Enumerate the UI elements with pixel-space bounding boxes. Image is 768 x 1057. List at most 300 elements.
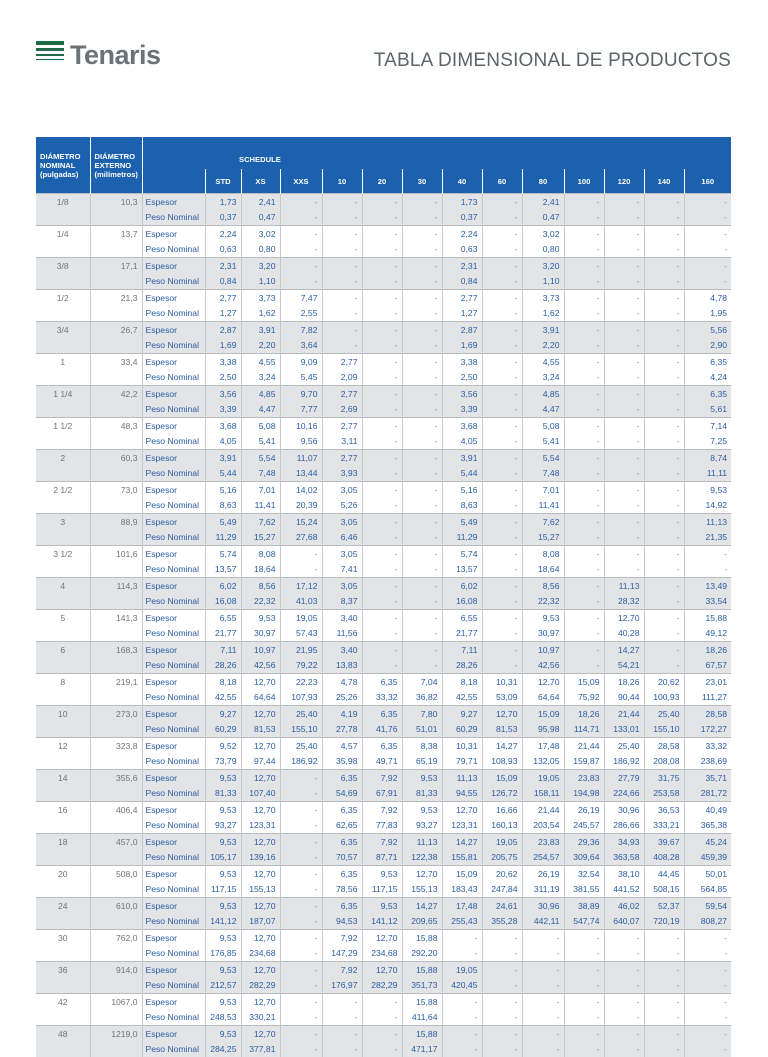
schedule-value-cell: 3,24 <box>241 370 280 386</box>
schedule-value-cell: 5,61 <box>684 402 731 418</box>
schedule-value-cell: 160,13 <box>482 818 522 834</box>
schedule-value-cell: 3,68 <box>205 418 241 434</box>
schedule-value-cell: 35,98 <box>322 754 362 770</box>
schedule-value-cell: - <box>604 1042 644 1057</box>
schedule-value-cell: - <box>564 514 604 530</box>
schedule-value-cell: 4,85 <box>522 386 564 402</box>
schedule-value-cell: 9,53 <box>362 898 402 914</box>
schedule-value-cell: 311,19 <box>522 882 564 898</box>
schedule-value-cell: 19,05 <box>482 834 522 850</box>
table-row <box>36 194 731 210</box>
schedule-value-cell: 176,85 <box>205 946 241 962</box>
schedule-value-cell: - <box>564 466 604 482</box>
empty-cell <box>90 562 142 578</box>
schedule-value-cell: 4,78 <box>322 674 362 690</box>
schedule-value-cell: - <box>604 514 644 530</box>
schedule-value-cell: - <box>644 930 684 946</box>
table-row <box>36 418 731 434</box>
schedule-value-cell: - <box>564 226 604 242</box>
empty-cell <box>90 242 142 258</box>
schedule-value-cell: 21,77 <box>205 626 241 642</box>
nominal-diameter-cell: 36 <box>36 962 90 978</box>
schedule-value-cell: 9,53 <box>205 898 241 914</box>
schedule-value-cell: - <box>402 274 442 290</box>
schedule-value-cell: - <box>362 994 402 1010</box>
schedule-value-cell: - <box>644 466 684 482</box>
schedule-value-cell: - <box>482 370 522 386</box>
schedule-value-cell: 4,24 <box>684 370 731 386</box>
schedule-value-cell: 183,43 <box>442 882 482 898</box>
empty-cell <box>90 370 142 386</box>
schedule-value-cell: 42,56 <box>241 658 280 674</box>
schedule-value-cell: 3,73 <box>241 290 280 306</box>
schedule-value-cell: - <box>362 1010 402 1026</box>
schedule-value-cell: - <box>362 578 402 594</box>
schedule-value-cell: 1,10 <box>522 274 564 290</box>
schedule-value-cell: - <box>644 242 684 258</box>
schedule-value-cell: 122,38 <box>402 850 442 866</box>
empty-cell <box>36 306 90 322</box>
schedule-value-cell: - <box>280 914 322 930</box>
schedule-value-cell: - <box>644 402 684 418</box>
row-type-label: Peso Nominal <box>142 530 205 546</box>
empty-cell <box>90 914 142 930</box>
schedule-value-cell: 30,97 <box>241 626 280 642</box>
schedule-value-cell: - <box>564 562 604 578</box>
schedule-value-cell: 172,27 <box>684 722 731 738</box>
schedule-value-cell: - <box>402 434 442 450</box>
table-row <box>36 962 731 978</box>
schedule-value-cell: - <box>644 1010 684 1026</box>
schedule-value-cell: - <box>402 498 442 514</box>
schedule-value-cell: 7,82 <box>280 322 322 338</box>
schedule-value-cell: 284,25 <box>205 1042 241 1057</box>
dimensions-table-container <box>36 137 731 1057</box>
schedule-value-cell: 28,58 <box>684 706 731 722</box>
schedule-value-cell: 19,05 <box>442 962 482 978</box>
schedule-value-cell: 22,32 <box>241 594 280 610</box>
table-row <box>36 658 731 674</box>
column-header: XXS <box>280 169 322 194</box>
schedule-value-cell: - <box>604 418 644 434</box>
schedule-value-cell: 12,70 <box>241 834 280 850</box>
empty-cell <box>90 498 142 514</box>
row-type-label: Peso Nominal <box>142 914 205 930</box>
schedule-value-cell: 224,66 <box>604 786 644 802</box>
empty-cell <box>90 434 142 450</box>
schedule-value-cell: 107,40 <box>241 786 280 802</box>
schedule-value-cell: 15,88 <box>402 994 442 1010</box>
external-diameter-cell: 762,0 <box>90 930 142 946</box>
header-schedule: SCHEDULE <box>205 137 731 169</box>
schedule-value-cell: 234,68 <box>362 946 402 962</box>
schedule-value-cell: - <box>604 386 644 402</box>
schedule-value-cell: 9,53 <box>205 962 241 978</box>
schedule-value-cell: 3,39 <box>205 402 241 418</box>
schedule-value-cell: - <box>322 1026 362 1042</box>
row-type-label: Peso Nominal <box>142 434 205 450</box>
schedule-value-cell: 21,35 <box>684 530 731 546</box>
schedule-value-cell: 78,56 <box>322 882 362 898</box>
empty-cell <box>36 978 90 994</box>
schedule-value-cell: 25,40 <box>644 706 684 722</box>
schedule-value-cell: - <box>362 1026 402 1042</box>
schedule-value-cell: 15,88 <box>684 610 731 626</box>
column-header: 80 <box>522 169 564 194</box>
schedule-value-cell: - <box>402 242 442 258</box>
schedule-value-cell: - <box>564 578 604 594</box>
schedule-value-cell: - <box>604 322 644 338</box>
schedule-value-cell: - <box>482 1026 522 1042</box>
schedule-value-cell: 2,31 <box>205 258 241 274</box>
schedule-value-cell: - <box>362 626 402 642</box>
schedule-value-cell: - <box>402 370 442 386</box>
schedule-value-cell: - <box>482 322 522 338</box>
schedule-value-cell: 2,50 <box>442 370 482 386</box>
schedule-value-cell: 5,44 <box>205 466 241 482</box>
schedule-value-cell: 79,22 <box>280 658 322 674</box>
empty-cell <box>90 786 142 802</box>
schedule-value-cell: - <box>644 610 684 626</box>
schedule-value-cell: 11,41 <box>241 498 280 514</box>
schedule-value-cell: - <box>564 978 604 994</box>
table-row <box>36 370 731 386</box>
row-type-label: Peso Nominal <box>142 338 205 354</box>
schedule-value-cell: - <box>522 946 564 962</box>
schedule-value-cell: - <box>402 402 442 418</box>
nominal-diameter-cell: 14 <box>36 770 90 786</box>
schedule-value-cell: - <box>482 402 522 418</box>
schedule-value-cell: 93,27 <box>205 818 241 834</box>
empty-cell <box>90 850 142 866</box>
schedule-value-cell: - <box>482 290 522 306</box>
schedule-value-cell: - <box>362 594 402 610</box>
schedule-value-cell: 282,29 <box>241 978 280 994</box>
schedule-value-cell: 33,32 <box>362 690 402 706</box>
schedule-value-cell: - <box>322 322 362 338</box>
schedule-value-cell: - <box>280 562 322 578</box>
schedule-value-cell: - <box>684 194 731 210</box>
schedule-value-cell: 9,52 <box>205 738 241 754</box>
schedule-value-cell: - <box>564 594 604 610</box>
schedule-value-cell: - <box>442 1042 482 1057</box>
schedule-value-cell: 132,05 <box>522 754 564 770</box>
row-type-label: Peso Nominal <box>142 658 205 674</box>
schedule-value-cell: - <box>402 578 442 594</box>
schedule-value-cell: - <box>482 242 522 258</box>
schedule-value-cell: 12,70 <box>241 994 280 1010</box>
table-row <box>36 706 731 722</box>
schedule-value-cell: - <box>604 994 644 1010</box>
schedule-value-cell: 408,28 <box>644 850 684 866</box>
empty-cell <box>36 626 90 642</box>
schedule-value-cell: 75,92 <box>564 690 604 706</box>
schedule-value-cell: - <box>402 194 442 210</box>
schedule-value-cell: - <box>644 418 684 434</box>
schedule-value-cell: 2,50 <box>205 370 241 386</box>
schedule-value-cell: - <box>280 978 322 994</box>
empty-cell <box>90 306 142 322</box>
schedule-value-cell: - <box>362 210 402 226</box>
schedule-value-cell: 81,33 <box>402 786 442 802</box>
schedule-value-cell: 2,87 <box>442 322 482 338</box>
schedule-value-cell: - <box>644 482 684 498</box>
schedule-value-cell: 2,55 <box>280 306 322 322</box>
schedule-value-cell: - <box>644 434 684 450</box>
schedule-value-cell: 158,11 <box>522 786 564 802</box>
schedule-value-cell: 114,71 <box>564 722 604 738</box>
schedule-value-cell: 808,27 <box>684 914 731 930</box>
schedule-value-cell: 7,01 <box>522 482 564 498</box>
schedule-value-cell: - <box>564 930 604 946</box>
row-type-label: Peso Nominal <box>142 722 205 738</box>
table-row <box>36 322 731 338</box>
schedule-value-cell: 20,62 <box>644 674 684 690</box>
table-row <box>36 402 731 418</box>
schedule-value-cell: 41,76 <box>362 722 402 738</box>
schedule-value-cell: 2,09 <box>322 370 362 386</box>
column-header: 30 <box>402 169 442 194</box>
schedule-value-cell: - <box>522 930 564 946</box>
schedule-value-cell: 2,77 <box>322 418 362 434</box>
table-row <box>36 386 731 402</box>
schedule-value-cell: 203,54 <box>522 818 564 834</box>
schedule-value-cell: - <box>280 930 322 946</box>
schedule-value-cell: - <box>482 626 522 642</box>
schedule-value-cell: - <box>644 498 684 514</box>
schedule-value-cell: 9,53 <box>205 770 241 786</box>
schedule-value-cell: - <box>362 530 402 546</box>
empty-cell <box>90 754 142 770</box>
external-diameter-cell: 355,6 <box>90 770 142 786</box>
schedule-value-cell: - <box>564 306 604 322</box>
schedule-value-cell: 12,70 <box>482 706 522 722</box>
schedule-value-cell: 5,26 <box>322 498 362 514</box>
schedule-value-cell: 3,91 <box>522 322 564 338</box>
schedule-value-cell: 12,70 <box>241 738 280 754</box>
schedule-value-cell: - <box>604 562 644 578</box>
empty-cell <box>90 402 142 418</box>
schedule-value-cell: 8,56 <box>522 578 564 594</box>
schedule-value-cell: 5,45 <box>280 370 322 386</box>
schedule-value-cell: 64,64 <box>522 690 564 706</box>
table-row <box>36 546 731 562</box>
row-type-label: Espesor <box>142 258 205 274</box>
schedule-value-cell: - <box>402 258 442 274</box>
row-type-label: Peso Nominal <box>142 402 205 418</box>
nominal-diameter-cell: 3 1/2 <box>36 546 90 562</box>
schedule-value-cell: 8,18 <box>205 674 241 690</box>
schedule-value-cell: - <box>362 306 402 322</box>
schedule-value-cell: 32,54 <box>564 866 604 882</box>
row-type-label: Espesor <box>142 834 205 850</box>
schedule-value-cell: 1,27 <box>442 306 482 322</box>
nominal-diameter-cell: 10 <box>36 706 90 722</box>
external-diameter-cell: 1067,0 <box>90 994 142 1010</box>
schedule-value-cell: 1,95 <box>684 306 731 322</box>
schedule-value-cell: - <box>280 770 322 786</box>
schedule-value-cell: 9,53 <box>362 866 402 882</box>
schedule-value-cell: 100,93 <box>644 690 684 706</box>
table-row <box>36 354 731 370</box>
schedule-value-cell: 62,65 <box>322 818 362 834</box>
schedule-value-cell: 355,28 <box>482 914 522 930</box>
schedule-value-cell: 49,71 <box>362 754 402 770</box>
schedule-value-cell: 147,29 <box>322 946 362 962</box>
schedule-value-cell: - <box>482 418 522 434</box>
external-diameter-cell: 323,8 <box>90 738 142 754</box>
schedule-value-cell: 9,53 <box>205 834 241 850</box>
schedule-value-cell: - <box>322 1042 362 1057</box>
schedule-value-cell: 8,08 <box>241 546 280 562</box>
schedule-value-cell: - <box>322 226 362 242</box>
schedule-value-cell: 54,21 <box>604 658 644 674</box>
schedule-value-cell: - <box>604 338 644 354</box>
schedule-value-cell: - <box>362 290 402 306</box>
schedule-value-cell: 9,70 <box>280 386 322 402</box>
schedule-value-cell: 15,09 <box>442 866 482 882</box>
schedule-value-cell: 1,69 <box>442 338 482 354</box>
schedule-value-cell: - <box>684 1026 731 1042</box>
empty-cell <box>90 658 142 674</box>
schedule-value-cell: - <box>280 194 322 210</box>
schedule-value-cell: - <box>402 482 442 498</box>
schedule-value-cell: 363,58 <box>604 850 644 866</box>
schedule-value-cell: - <box>522 1026 564 1042</box>
schedule-value-cell: 29,36 <box>564 834 604 850</box>
schedule-value-cell: 6,02 <box>205 578 241 594</box>
schedule-value-cell: 3,24 <box>522 370 564 386</box>
brand-name: Tenaris <box>70 40 161 71</box>
schedule-value-cell: 12,70 <box>402 866 442 882</box>
schedule-value-cell: 11,11 <box>684 466 731 482</box>
row-type-label: Espesor <box>142 802 205 818</box>
table-row <box>36 754 731 770</box>
row-type-label: Peso Nominal <box>142 946 205 962</box>
schedule-value-cell: 5,54 <box>522 450 564 466</box>
schedule-value-cell: 3,40 <box>322 610 362 626</box>
empty-cell <box>90 1042 142 1057</box>
schedule-value-cell: - <box>644 514 684 530</box>
schedule-value-cell: 1,10 <box>241 274 280 290</box>
schedule-value-cell: - <box>684 978 731 994</box>
row-type-label: Peso Nominal <box>142 1010 205 1026</box>
schedule-value-cell: 0,47 <box>522 210 564 226</box>
schedule-value-cell: - <box>604 226 644 242</box>
schedule-value-cell: 13,57 <box>442 562 482 578</box>
schedule-value-cell: 19,05 <box>522 770 564 786</box>
schedule-value-cell: - <box>362 354 402 370</box>
table-row <box>36 834 731 850</box>
external-diameter-cell: 33,4 <box>90 354 142 370</box>
schedule-value-cell: 4,55 <box>522 354 564 370</box>
schedule-value-cell: 3,91 <box>205 450 241 466</box>
schedule-value-cell: 5,74 <box>205 546 241 562</box>
empty-cell <box>36 914 90 930</box>
schedule-value-cell: - <box>362 482 402 498</box>
schedule-value-cell: 7,77 <box>280 402 322 418</box>
schedule-value-cell: - <box>522 962 564 978</box>
row-type-label: Peso Nominal <box>142 594 205 610</box>
schedule-value-cell: 139,16 <box>241 850 280 866</box>
row-type-label: Espesor <box>142 514 205 530</box>
schedule-value-cell: 141,12 <box>205 914 241 930</box>
table-row <box>36 434 731 450</box>
schedule-value-cell: 254,57 <box>522 850 564 866</box>
schedule-value-cell: - <box>322 242 362 258</box>
schedule-value-cell: 11,13 <box>604 578 644 594</box>
schedule-value-cell: 26,19 <box>522 866 564 882</box>
schedule-value-cell: - <box>564 434 604 450</box>
schedule-value-cell: - <box>442 1026 482 1042</box>
schedule-value-cell: - <box>402 610 442 626</box>
schedule-value-cell: 9,56 <box>280 434 322 450</box>
schedule-value-cell: 7,92 <box>322 930 362 946</box>
schedule-value-cell: 212,57 <box>205 978 241 994</box>
schedule-value-cell: - <box>362 338 402 354</box>
schedule-value-cell: 141,12 <box>362 914 402 930</box>
schedule-value-cell: 3,20 <box>241 258 280 274</box>
table-row <box>36 514 731 530</box>
schedule-value-cell: - <box>564 290 604 306</box>
schedule-value-cell: 87,71 <box>362 850 402 866</box>
schedule-value-cell: 14,27 <box>402 898 442 914</box>
schedule-value-cell: 67,91 <box>362 786 402 802</box>
schedule-value-cell: 11,29 <box>442 530 482 546</box>
schedule-value-cell: - <box>402 626 442 642</box>
schedule-value-cell: - <box>684 994 731 1010</box>
table-row <box>36 994 731 1010</box>
schedule-value-cell: - <box>564 530 604 546</box>
schedule-value-cell: 0,37 <box>442 210 482 226</box>
schedule-value-cell: 52,37 <box>644 898 684 914</box>
schedule-value-cell: 79,71 <box>442 754 482 770</box>
schedule-value-cell: 133,01 <box>604 722 644 738</box>
table-row <box>36 450 731 466</box>
schedule-value-cell: 3,05 <box>322 514 362 530</box>
external-diameter-cell: 21,3 <box>90 290 142 306</box>
schedule-value-cell: - <box>280 786 322 802</box>
row-type-label: Espesor <box>142 1026 205 1042</box>
schedule-value-cell: 3,93 <box>322 466 362 482</box>
schedule-value-cell: 5,16 <box>442 482 482 498</box>
schedule-value-cell: 2,90 <box>684 338 731 354</box>
table-row <box>36 930 731 946</box>
schedule-value-cell: 5,08 <box>241 418 280 434</box>
schedule-value-cell: 4,19 <box>322 706 362 722</box>
schedule-value-cell: 12,70 <box>241 674 280 690</box>
external-diameter-cell: 1219,0 <box>90 1026 142 1042</box>
schedule-value-cell: - <box>280 242 322 258</box>
empty-cell <box>36 210 90 226</box>
schedule-value-cell: 27,78 <box>322 722 362 738</box>
schedule-value-cell: - <box>362 258 402 274</box>
schedule-value-cell: - <box>402 530 442 546</box>
schedule-value-cell: 1,73 <box>205 194 241 210</box>
schedule-value-cell: - <box>644 386 684 402</box>
schedule-value-cell: 94,53 <box>322 914 362 930</box>
schedule-value-cell: 187,07 <box>241 914 280 930</box>
schedule-value-cell: - <box>442 930 482 946</box>
schedule-value-cell: - <box>402 562 442 578</box>
schedule-value-cell: 351,73 <box>402 978 442 994</box>
schedule-value-cell: - <box>442 1010 482 1026</box>
schedule-value-cell: - <box>644 274 684 290</box>
schedule-value-cell: 5,08 <box>522 418 564 434</box>
schedule-value-cell: 471,17 <box>402 1042 442 1057</box>
brand-logo <box>36 38 161 72</box>
table-row <box>36 1026 731 1042</box>
